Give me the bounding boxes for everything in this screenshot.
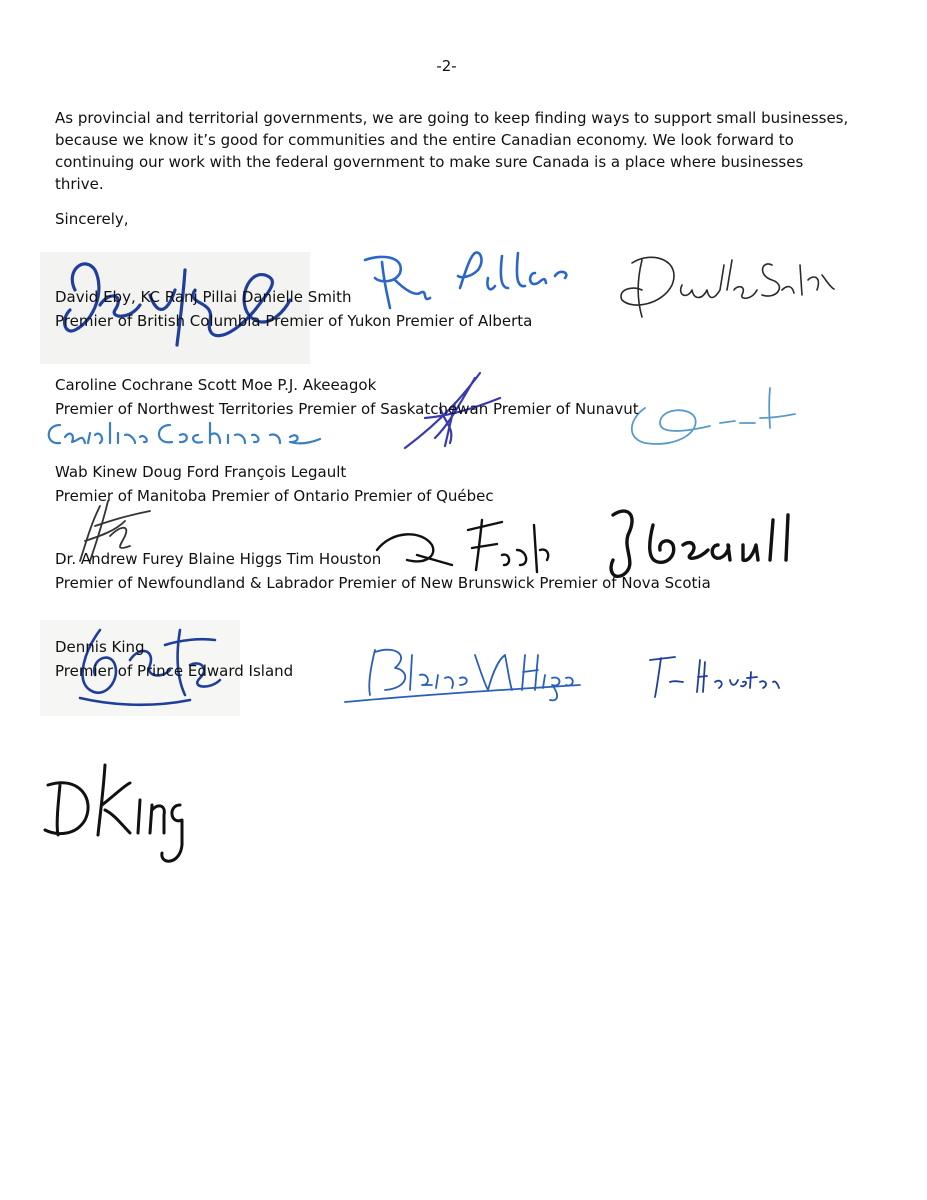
signature-blaine-higgs	[340, 640, 585, 710]
signatory-titles: Premier of British Columbia Premier of Yukon Premier of Alberta	[55, 312, 533, 330]
letter-paragraph: As provincial and territorial governments, we are going to keep finding ways to support small businesses, because we know it’s good for communities and the entire Canadian economy. We look forward to continuing our work with the federal government to make sure Canada is a place where businesses thrive.	[55, 109, 849, 193]
signatory-row-1	[55, 285, 532, 333]
signatory-names: David Eby, KC Ranj Pillai Danielle Smith	[55, 288, 352, 306]
signatory-names: Dennis King	[55, 638, 145, 656]
signatory-names: Wab Kinew Doug Ford François Legault	[55, 463, 347, 481]
signatory-titles: Premier of Prince Edward Island	[55, 662, 294, 680]
page-number: -2-	[436, 57, 457, 75]
signatory-row-5	[55, 635, 293, 683]
letter-closing: Sincerely,	[55, 210, 129, 228]
signatory-names: Caroline Cochrane Scott Moe P.J. Akeeagok	[55, 376, 377, 394]
signatory-row-4	[55, 547, 711, 595]
signature-danielle-smith	[612, 245, 837, 325]
signature-pj-akeeagok	[620, 378, 800, 453]
signatory-names: Dr. Andrew Furey Blaine Higgs Tim Houston	[55, 550, 382, 568]
signatory-titles: Premier of Newfoundland & Labrador Premier of New Brunswick Premier of Nova Scotia	[55, 574, 711, 592]
signatory-row-2	[55, 373, 639, 421]
signature-dennis-king	[40, 755, 195, 870]
signatory-titles: Premier of Northwest Territories Premier of Saskatchewan Premier of Nunavut	[55, 400, 639, 418]
signatory-titles: Premier of Manitoba Premier of Ontario Premier of Québec	[55, 487, 494, 505]
signature-tim-houston	[645, 652, 780, 702]
signature-caroline-cochrane	[40, 415, 330, 455]
signatory-row-3	[55, 460, 494, 508]
